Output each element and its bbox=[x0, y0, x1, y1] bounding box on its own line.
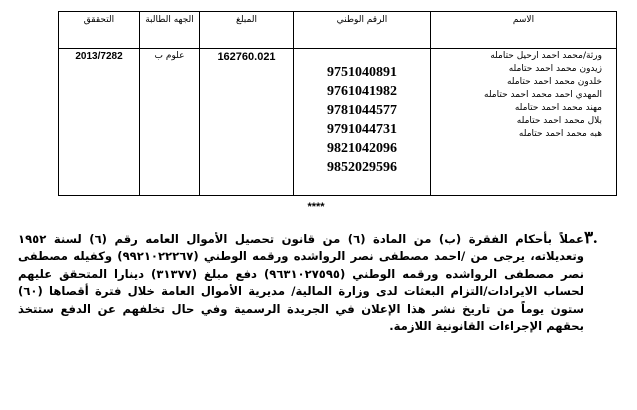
header-national-id: الرقم الوطني bbox=[294, 12, 431, 49]
header-verified: التحققق bbox=[59, 12, 140, 49]
section-separator: **** bbox=[307, 201, 325, 213]
national-ids-cell bbox=[294, 49, 431, 196]
table-row bbox=[59, 49, 617, 196]
paragraph-number: ٣. bbox=[584, 228, 598, 247]
name-entry: خلدون محمد احمد حتامله bbox=[506, 77, 602, 87]
verified-value: 2013/7282 bbox=[75, 51, 123, 62]
header-name: الاسم bbox=[431, 12, 617, 49]
requesting-party-value: علوم ب bbox=[154, 51, 185, 61]
names-cell bbox=[431, 49, 617, 196]
name-entry: المهدي احمد محمد احمد حتامله bbox=[484, 90, 602, 100]
national-id-entry: 9852029596 bbox=[327, 160, 397, 175]
national-id-entry: 9821042096 bbox=[327, 141, 397, 156]
header-requesting-party: الجهه الطالبة bbox=[140, 12, 200, 49]
requesting-party-cell bbox=[140, 49, 200, 196]
amount-value: 162760.021 bbox=[217, 51, 276, 63]
name-entry: هبه محمد احمد حتامله bbox=[518, 129, 602, 139]
name-entry: مهند محمد احمد حتامله bbox=[514, 103, 602, 113]
heirs-debt-table bbox=[58, 11, 617, 196]
national-id-entry: 9781044577 bbox=[327, 103, 397, 118]
national-id-entry: 9761041982 bbox=[327, 84, 397, 99]
header-amount: المبلغ bbox=[200, 12, 294, 49]
name-entry: زيدون محمد احمد حتامله bbox=[508, 64, 602, 74]
verified-cell bbox=[59, 49, 140, 196]
national-id-entry: 9751040891 bbox=[327, 65, 397, 80]
notice-paragraph: عملاً بأحكام الفقرة (ب) من المادة (٦) من قانون تحصيل الأموال العامه رقم (٦) لسنة ١٩٥٢ وتعديلاته، يرجى من /احمد مصطفى نصر الرواشده ورقمه الوطني (٩٩٢١٠٢٢٢٦٧) وكفيله مصطفى نصر مصطفى الرواشده ورقمه الوطني (٩٦٣١٠٢٧٥٩٥) دفع مبلغ (٣١٣٧٧) دينارا المتحقق عليهم لحساب الايرادات/التزام البعثات لدى وزارة المالية/ مديرية الأموال العامة خلال فترة أقصاها (٦٠) ستون يوماً من تاريخ نشر هذا الإعلان في الجريدة الرسمية وفي حال تخلفهم عن الدفع ستتخذ بحقهم الإجراءات القانونية اللازمة. bbox=[18, 232, 585, 334]
name-entry: بلال محمد احمد حتامله bbox=[516, 116, 602, 126]
name-entry: ورثة/محمد احمد ارحيل حتامله bbox=[490, 51, 602, 61]
table-header-row bbox=[59, 12, 617, 49]
amount-cell bbox=[200, 49, 294, 196]
national-id-entry: 9791044731 bbox=[327, 122, 397, 137]
